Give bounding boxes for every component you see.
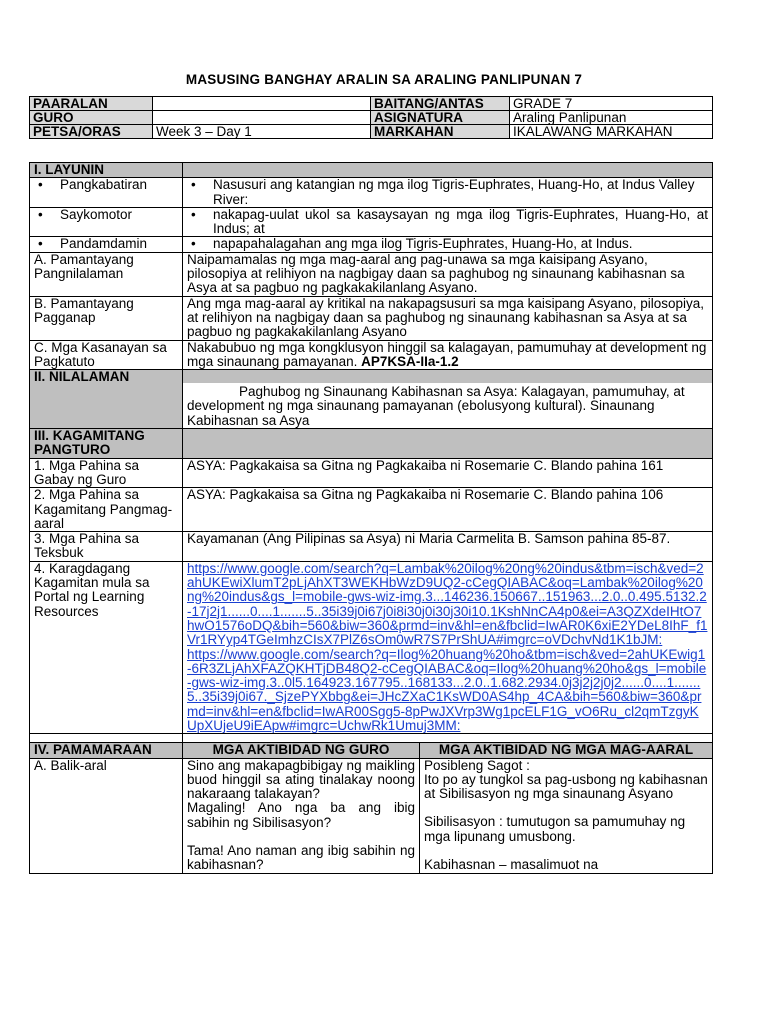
guro-label: GURO [30, 111, 153, 125]
portal-label: 4. Karagdagang Kagamitan mula sa Portal ng Learning Resources [30, 561, 183, 734]
guro-value [153, 111, 371, 125]
layunin-text-cell [183, 207, 713, 237]
magaaral-answer-3: Kabihasnan – masalimuot na [424, 857, 599, 873]
table-row [30, 561, 713, 734]
pamantayang-pagganap-text: Ang mga mag-aaral ay kritikal na nakapagsusuri sa mga kaisipang Asyano, pilosopiya, at relihiyon na nagbigay daan sa paghubog ng sinaunang kabihasnan sa Asya at sa pagbuo ng pagkakakilanlang Asyano [183, 296, 713, 340]
baitang-value: GRADE 7 [510, 97, 713, 111]
layunin-text-cell [183, 237, 713, 252]
asignatura-label: ASIGNATURA [371, 111, 510, 125]
guro-question-3: Tama! Ano naman ang ibig sabihin ng kabihasnan? [187, 843, 415, 873]
table-row [30, 237, 713, 252]
guro-activities-cell [183, 758, 420, 873]
bullet-icon: • [191, 177, 196, 193]
table-row [30, 370, 713, 429]
table-row [30, 207, 713, 237]
teksbuk-label: 3. Mga Pahina sa Teksbuk [30, 532, 183, 562]
saykomotor-text: nakapag-uulat ukol sa kasaysayan ng mga ilog Tigris-Euphrates, Huang-Ho, at Indus; at [213, 206, 708, 237]
table-row [30, 296, 713, 340]
table-row [30, 125, 713, 139]
bullet-icon: • [38, 206, 43, 222]
table-row [30, 340, 713, 370]
bullet-icon: • [38, 177, 43, 193]
layunin-heading: I. LAYUNIN [30, 163, 183, 178]
table-row [30, 111, 713, 125]
guro-question-1: Sino ang makapagbibigay ng maikling buod hinggil sa ating tinalakay noong nakaraang talakayan? [187, 757, 415, 802]
nilalaman-heading-fill [183, 370, 712, 383]
magaaral-answer-1: Ito po ay tungkol sa pag-usbong ng kabihasnan at Sibilisasyon ng mga sinaunang Asyano [424, 771, 708, 802]
nilalaman-text: Paghubog ng Sinaunang Kabihasnan sa Asya: Kalagayan, pamumuhay, at development ng mga sinaunang pamayanan (ebolusyong kultural). Sinaunang Kabihasnan sa Asya [187, 384, 685, 428]
learning-resource-link-1[interactable]: https://www.google.com/search?q=Lambak%20ilog%20ng%20indus&tbm=isch&ved=2ahUKEwiXlumT2pLjAhXT3WEKHbWzD9UQ2-cCegQIABAC&oq=Lambak%20ilog%20ng%20indus&gs_l=mobile-gws-wiz-img.3...146236.150667..151963...2.0..0.495.5132.2-17j2j1......0....1.......5..35i39j0i67j0i8i30j0i30j30i10.1KshNnCA4p0&ei=A3QZXdeIHtO7hwO1576oDQ&bih=560&biw=360&prmd=inv&hl=en&fbclid=IwAR0K6xiE2YDeL8IhF_f1Vr1RYyp4TGeImhzCIsX7PlZ6sOm0wR7S7PrShUA#imgrc=oVDchvNd1K1bJM: [187, 560, 708, 648]
col-guro-heading: MGA AKTIBIDAD NG GURO [183, 743, 420, 758]
layunin-label-cell [30, 207, 183, 237]
pamantayang-pangnilalaman-text: Naipamamalas ng mga mag-aaral ang pag-unawa sa mga kaisipang Asyano, pilosopiya at relihiyon na nagbigay daan sa paghubog ng sinaunang kabihasnan sa Asya at sa pagbuo ng pagkakakilanlang Asyano. [183, 252, 713, 296]
gap [424, 844, 708, 858]
teksbuk-text: Kayamanan (Ang Pilipinas sa Asya) ni Maria Carmelita B. Samson pahina 85-87. [183, 532, 713, 562]
layunin-heading-fill [183, 163, 713, 178]
gabay-guro-text: ASYA: Pagkakaisa sa Gitna ng Pagkakaiba ni Rosemarie C. Blando pahina 161 [183, 458, 713, 488]
table-row [30, 743, 713, 758]
table-row [30, 458, 713, 488]
pandamdamin-label: Pandamdamin [60, 236, 148, 252]
pandamdamin-text: napapahalagahan ang mga ilog Tigris-Euphrates, Huang-Ho, at Indus. [213, 236, 633, 252]
nilalaman-heading: II. NILALAMAN [30, 370, 183, 429]
nilalaman-cell [183, 370, 713, 429]
lesson-plan-table [29, 162, 713, 874]
portal-links-cell [183, 561, 713, 734]
document-title: MASUSING BANGHAY ARALIN SA ARALING PANLIPUNAN 7 [185, 72, 583, 87]
paaralan-label: PAARALAN [30, 97, 153, 111]
guro-question-2: Magaling! Ano nga ba ang ibig sabihin ng Sibilisasyon? [187, 800, 415, 830]
markahan-value: IKALAWANG MARKAHAN [510, 125, 713, 139]
kagamitan-heading: III. KAGAMITANG PANGTURO [30, 429, 183, 459]
saykomotor-label: Saykomotor [60, 206, 133, 222]
pamantayang-pagganap-label: B. Pamantayang Pagganap [30, 296, 183, 340]
header-info-table [29, 96, 713, 139]
bullet-icon: • [191, 236, 196, 252]
pangkabatiran-text: Nasusuri ang katangian ng mga ilog Tigris-Euphrates, Huang-Ho, at Indus Valley River: [213, 177, 695, 207]
bullet-icon: • [191, 206, 196, 222]
pamantayang-pangnilalaman-label: A. Pamantayang Pangnilalaman [30, 252, 183, 296]
pamamaraan-heading: IV. PAMAMARAAN [30, 743, 183, 758]
baitang-label: BAITANG/ANTAS [371, 97, 510, 111]
table-row [30, 97, 713, 111]
kasanayan-label: C. Mga Kasanayan sa Pagkatuto [30, 340, 183, 370]
kagamitang-pangmagaaral-text: ASYA: Pagkakaisa sa Gitna ng Pagkakaiba ni Rosemarie C. Blando pahina 106 [183, 488, 713, 532]
paaralan-value [153, 97, 371, 111]
col-magaaral-heading: MGA AKTIBIDAD NG MGA MAG-AARAL [420, 743, 713, 758]
table-row [30, 429, 713, 459]
kasanayan-cell [183, 340, 713, 370]
kasanayan-code: AP7KSA-IIa-1.2 [361, 353, 459, 369]
kasanayan-text: Nakabubuo ng mga kongklusyon hinggil sa kalagayan, pamumuhay at development ng mga sinaunang pamayanan. [187, 339, 707, 369]
markahan-label: MARKAHAN [371, 125, 510, 139]
magaaral-answer-heading: Posibleng Sagot : [424, 757, 530, 773]
table-row [30, 758, 713, 873]
kagamitan-heading-fill [183, 429, 713, 459]
magaaral-answer-2: Sibilisasyon : tumutugon sa pamumuhay ng mga lipunang umusbong. [424, 814, 686, 844]
table-row [30, 252, 713, 296]
layunin-label-cell [30, 237, 183, 252]
gap [424, 801, 708, 815]
magaaral-activities-cell [420, 758, 713, 873]
layunin-label-cell [30, 178, 183, 208]
table-row [30, 488, 713, 532]
learning-resource-link-2[interactable]: https://www.google.com/search?q=Ilog%20huang%20ho&tbm=isch&ved=2ahUKEwig1-6R3ZLjAhXFAZQKHTjDB48Q2-cCegQIABAC&oq=Ilog%20huang%20ho&gs_l=mobile-gws-wiz-img.3..0l5.164923.167795..168133...2.0..1.682.2934.0j3j2j2j0j2......0....1.......5..35i39j0i67._SjzePYXbbg&ei=JHcZXaC1KsWD0AS4hp_4CA&bih=560&biw=360&prmd=inv&hl=en&fbclid=IwAR00Sgg5-8pPwJXVrp3Wg1pcELF1G_vO6Ru_cl2qmTzgyKUpXUjeU9iEApw#imgrc=UchwRk1Umuj3MM: [187, 646, 707, 733]
asignatura-value: Araling Panlipunan [510, 111, 713, 125]
table-row [30, 532, 713, 562]
pangkabatiran-label: Pangkabatiran [60, 177, 148, 193]
petsa-value: Week 3 – Day 1 [153, 125, 371, 139]
layunin-text-cell [183, 178, 713, 208]
balik-aral-label: A. Balik-aral [30, 758, 183, 873]
gabay-guro-label: 1. Mga Pahina sa Gabay ng Guro [30, 458, 183, 488]
gap [187, 830, 415, 844]
kagamitang-pangmagaaral-label: 2. Mga Pahina sa Kagamitang Pangmag-aaral [30, 488, 183, 532]
bullet-icon: • [38, 236, 43, 252]
table-row [30, 163, 713, 178]
table-row [30, 178, 713, 208]
petsa-label: PETSA/ORAS [30, 125, 153, 139]
